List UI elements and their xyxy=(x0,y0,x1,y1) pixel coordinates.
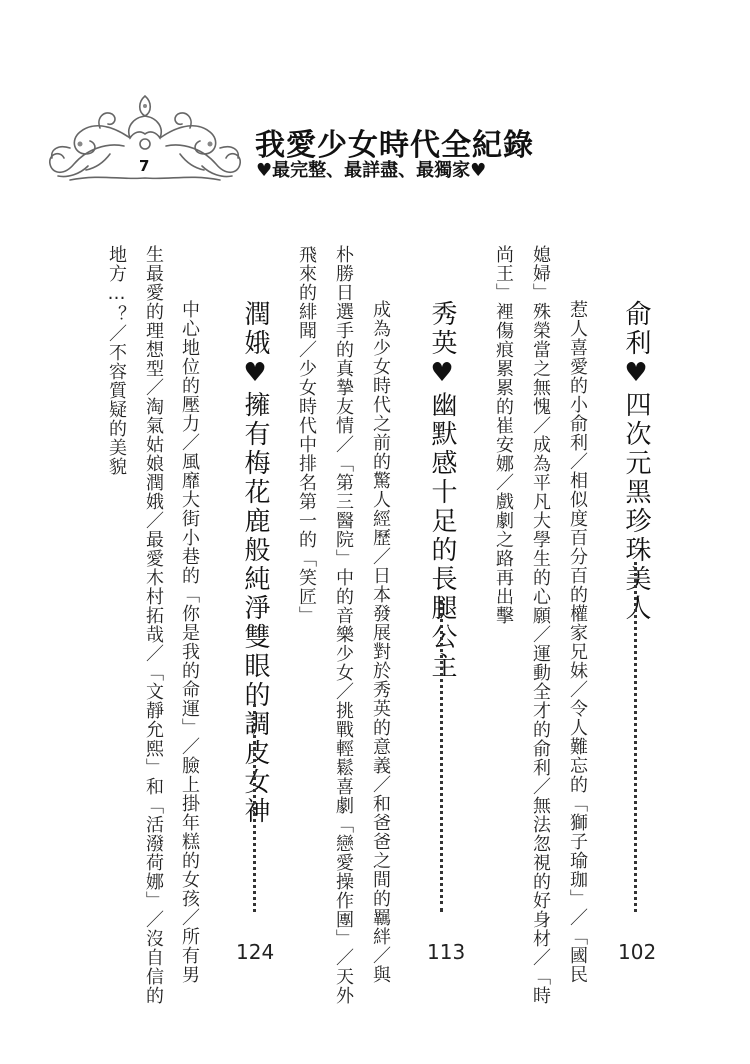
entry-tagline: 四次元黑珍珠美人 xyxy=(621,391,651,623)
entry-name: 秀英 xyxy=(427,300,457,358)
entry-page-ref: 102 xyxy=(618,940,657,964)
entry-name: 潤娥 xyxy=(240,300,270,358)
entry-page-ref: 124 xyxy=(236,940,275,964)
entry-tagline: 擁有梅花鹿般純淨雙眼的調皮女神 xyxy=(240,391,270,826)
entry-desc-line: 中心地位的壓力／風靡大街小巷的「你是我的命運」／臉上掛年糕的女孩／所有男 xyxy=(179,300,200,984)
entry-name: 俞利 xyxy=(621,300,651,358)
book-subtitle: ♥最完整、最詳盡、最獨家♥ xyxy=(256,160,487,181)
entry-desc-line: 朴勝日選手的真摯友情／「第三醫院」中的音樂少女／挑戰輕鬆喜劇「戀愛操作團」／天外 xyxy=(333,245,354,1005)
entry-desc-line: 尚王」裡傷痕累累的崔安娜／戲劇之路再出擊 xyxy=(493,245,514,625)
leader-dots xyxy=(440,600,447,912)
entry-desc-line: 飛來的緋聞／少女時代中排名第一的「笑匠」 xyxy=(296,245,317,625)
heart-icon: ♥ xyxy=(427,358,457,391)
entry-page-ref: 113 xyxy=(427,940,466,964)
entry-desc-line: 生最愛的理想型／淘氣姑娘潤娥／最愛木村拓哉／「文靜允熙」和「活潑荷娜」／沒自信的 xyxy=(143,245,164,1005)
entry-desc-line: 媳婦」殊榮當之無愧／成為平凡大學生的心願／運動全才的俞利／無法忽視的好身材／「時 xyxy=(530,245,551,1005)
heart-icon: ♥ xyxy=(240,358,270,391)
entry-desc-line: 成為少女時代之前的驚人經歷／日本發展對於秀英的意義／和爸爸之間的羈絆／與 xyxy=(370,300,391,984)
heart-icon: ♥ xyxy=(621,358,651,391)
entry-desc-line: 地方…？／不容質疑的美貌 xyxy=(106,245,127,476)
page-number: 7 xyxy=(139,157,150,175)
entry-desc-line: 惹人喜愛的小俞利／相似度百分百的權家兄妹／令人難忘的「獅子瑜珈」／「國民 xyxy=(567,300,588,984)
entry-tagline: 幽默感十足的長腿公主 xyxy=(427,391,457,681)
leader-dots xyxy=(253,704,260,912)
book-title: 我愛少女時代全紀錄 xyxy=(255,128,534,163)
leader-dots xyxy=(634,562,641,912)
